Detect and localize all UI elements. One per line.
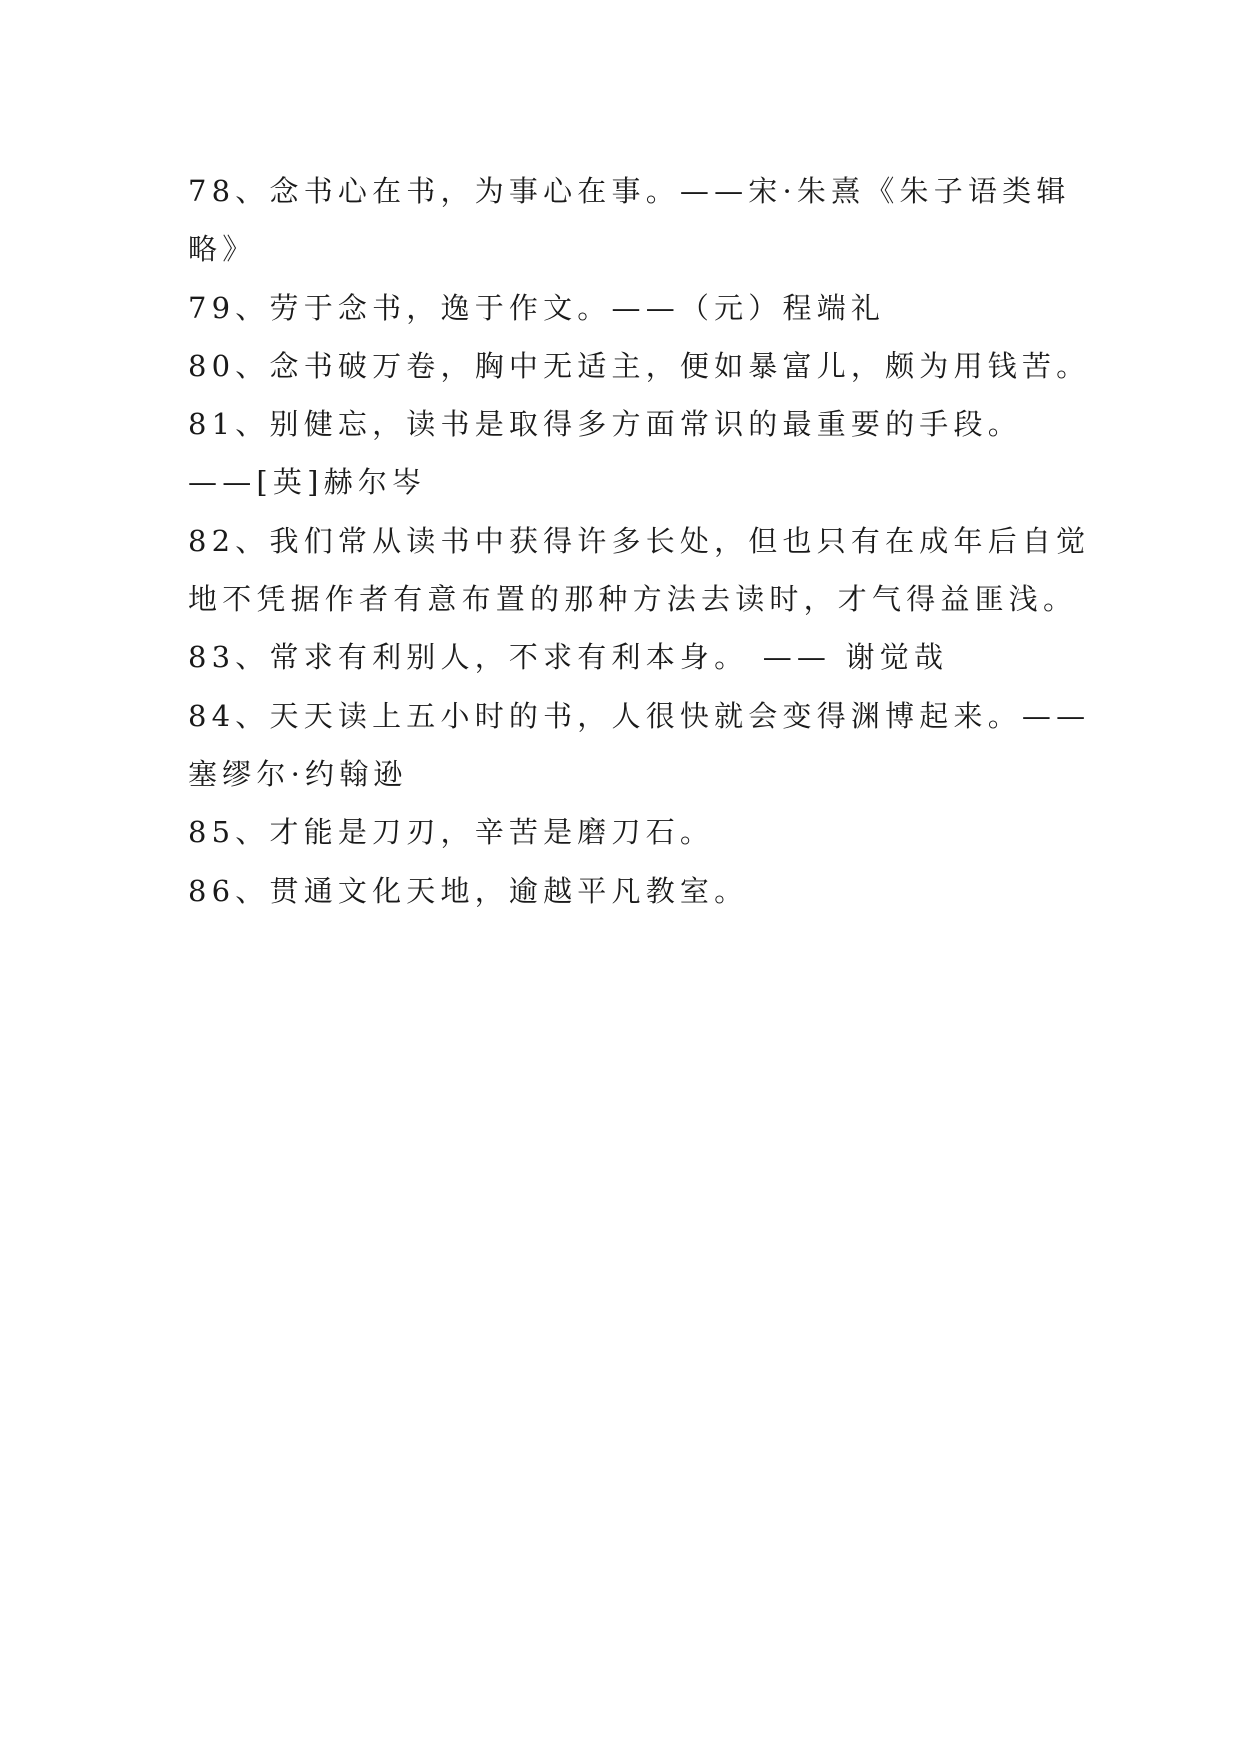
- text-line: 略》: [188, 232, 257, 267]
- text-line: 79、劳于念书，逸于作文。——（元）程端礼: [188, 290, 886, 325]
- text-line: 84、天天读上五小时的书，人很快就会变得渊博起来。——: [188, 698, 1091, 733]
- text-line: 81、别健忘，读书是取得多方面常识的最重要的手段。: [188, 407, 1022, 442]
- text-line: 80、念书破万卷，胸中无适主，便如暴富儿，颇为用钱苦。: [188, 348, 1091, 383]
- text-line: 78、念书心在书，为事心在事。——宋·朱熹《朱子语类辑: [188, 174, 1071, 208]
- text-line: 塞缪尔·约翰逊: [188, 756, 408, 791]
- text-line: 82、我们常从读书中获得许多长处，但也只有在成年后自觉: [188, 523, 1091, 558]
- text-line: 85、才能是刀刃，辛苦是磨刀石。: [188, 815, 715, 850]
- text-line: 86、贯通文化天地，逾越平凡教室。: [188, 873, 749, 908]
- quote-list: [188, 162, 1091, 920]
- text-line: 83、常求有利别人，不求有利本身。 —— 谢觉哉: [188, 640, 949, 675]
- text-line: 地不凭据作者有意布置的那种方法去读时，才气得益匪浅。: [188, 582, 1078, 617]
- text-line: ——[英]赫尔岑: [188, 465, 427, 500]
